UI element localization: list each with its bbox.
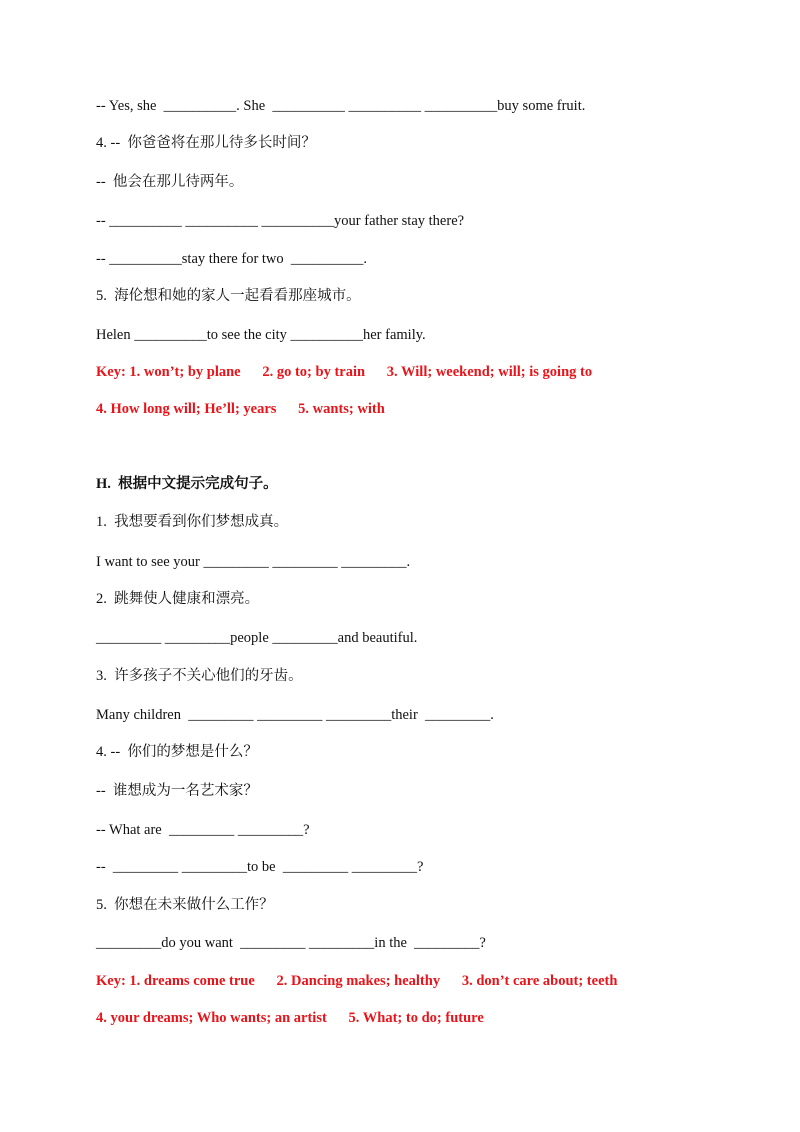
exercise-line: 5. 海伦想和她的家人一起看看那座城市。	[96, 288, 361, 304]
answer-key-line: Key: 1. won’t; by plane 2. go to; by train 3. Will; weekend; will; is going to	[96, 364, 593, 380]
exercise-line: 5. 你想在未来做什么工作？	[96, 897, 274, 913]
exercise-line: -- Yes, she __________. She __________ __________ __________buy some fruit.	[96, 98, 586, 114]
exercise-line: -- _________ _________to be _________ _________?	[96, 859, 424, 875]
section-heading: H. 根据中文提示完成句子。	[96, 476, 278, 492]
answer-key-line: 4. How long will; He’ll; years 5. wants; with	[96, 401, 385, 417]
exercise-line: I want to see your _________ _________ _________.	[96, 554, 411, 570]
exercise-line: _________ _________people _________and beautiful.	[96, 630, 418, 646]
exercise-line: -- __________stay there for two __________.	[96, 251, 368, 267]
exercise-line: -- 谁想成为一名艺术家？	[96, 783, 258, 799]
exercise-line: 2. 跳舞使人健康和漂亮。	[96, 591, 260, 607]
exercise-line: Helen __________to see the city __________her family.	[96, 327, 426, 343]
exercise-line: -- What are _________ _________?	[96, 822, 310, 838]
answer-key-line: Key: 1. dreams come true 2. Dancing makes; healthy 3. don’t care about; teeth	[96, 973, 618, 989]
exercise-line: 4. -- 你们的梦想是什么？	[96, 744, 258, 760]
exercise-line: 3. 许多孩子不关心他们的牙齿。	[96, 668, 303, 684]
exercise-line: Many children _________ _________ _________their _________.	[96, 707, 494, 723]
exercise-line: 4. -- 你爸爸将在那儿待多长时间？	[96, 135, 316, 151]
exercise-line: _________do you want _________ _________in the _________?	[96, 935, 486, 951]
answer-key-line: 4. your dreams; Who wants; an artist 5. What; to do; future	[96, 1010, 484, 1026]
exercise-line: -- 他会在那儿待两年。	[96, 174, 244, 190]
exercise-line: 1. 我想要看到你们梦想成真。	[96, 514, 289, 530]
exercise-line: -- __________ __________ __________your father stay there?	[96, 213, 465, 229]
